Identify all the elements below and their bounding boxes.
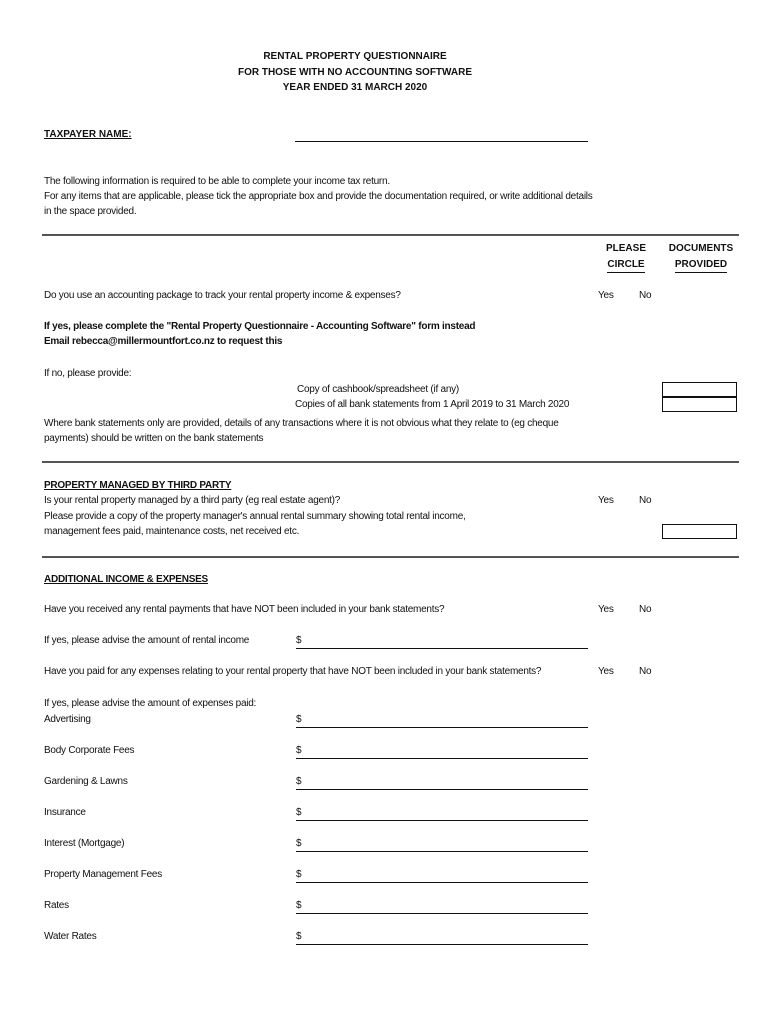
bank-note-line-1: Where bank statements only are provided, details of any transactions where it is not obvious what they relate to (eg cheque	[44, 418, 559, 429]
expense-advertising-field[interactable]	[296, 727, 588, 728]
additional-section-title: ADDITIONAL INCOME & EXPENSES	[44, 574, 208, 585]
form-title: RENTAL PROPERTY QUESTIONNAIRE	[263, 51, 447, 62]
rental-income-amount-field[interactable]	[296, 648, 588, 649]
unbanked-expenses-question: Have you paid for any expenses relating to your rental property that have NOT been included in your bank statements?	[44, 666, 542, 677]
expense-interest-field[interactable]	[296, 851, 588, 852]
intro-line-3: in the space provided.	[44, 206, 137, 217]
currency-symbol: $	[296, 807, 302, 818]
expense-insurance-label: Insurance	[44, 807, 86, 818]
intro-line-1: The following information is required to be able to complete your income tax return.	[44, 176, 390, 187]
if-no-provide-label: If no, please provide:	[44, 368, 132, 379]
currency-symbol: $	[296, 869, 302, 880]
third-party-detail-line-1: Please provide a copy of the property manager's annual rental summary showing total rental income,	[44, 511, 466, 522]
bank-note-line-2: payments) should be written on the bank statements	[44, 433, 264, 444]
currency-symbol: $	[296, 635, 302, 646]
unbanked-expenses-yes[interactable]: Yes	[598, 666, 614, 677]
unbanked-expenses-no[interactable]: No	[639, 666, 652, 677]
accounting-software-note: If yes, please complete the "Rental Property Questionnaire - Accounting Software" form instead	[44, 321, 476, 332]
bank-statements-doc-checkbox[interactable]	[662, 397, 737, 412]
expense-water-rates-field[interactable]	[296, 944, 588, 945]
currency-symbol: $	[296, 714, 302, 725]
expense-interest-label: Interest (Mortgage)	[44, 838, 125, 849]
expenses-amount-label: If yes, please advise the amount of expenses paid:	[44, 698, 257, 709]
email-request-note: Email rebecca@millermountfort.co.nz to request this	[44, 336, 283, 347]
currency-symbol: $	[296, 776, 302, 787]
expense-water-rates-label: Water Rates	[44, 931, 97, 942]
unbanked-income-no[interactable]: No	[639, 604, 652, 615]
accounting-package-question: Do you use an accounting package to track your rental property income & expenses?	[44, 290, 401, 301]
third-party-detail-line-2: management fees paid, maintenance costs, net received etc.	[44, 526, 300, 537]
bank-statements-doc-label: Copies of all bank statements from 1 April 2019 to 31 March 2020	[295, 399, 570, 410]
currency-symbol: $	[296, 838, 302, 849]
third-party-no[interactable]: No	[639, 495, 652, 506]
unbanked-income-question: Have you received any rental payments that have NOT been included in your bank statements?	[44, 604, 445, 615]
third-party-yes[interactable]: Yes	[598, 495, 614, 506]
taxpayer-name-label: TAXPAYER NAME:	[44, 129, 132, 140]
accounting-package-yes[interactable]: Yes	[598, 290, 614, 301]
section-divider	[42, 556, 739, 558]
section-divider	[42, 234, 739, 236]
currency-symbol: $	[296, 900, 302, 911]
expense-insurance-field[interactable]	[296, 820, 588, 821]
third-party-question: Is your rental property managed by a third party (eg real estate agent)?	[44, 495, 341, 506]
currency-symbol: $	[296, 745, 302, 756]
expense-property-management-field[interactable]	[296, 882, 588, 883]
expense-gardening-field[interactable]	[296, 789, 588, 790]
unbanked-income-yes[interactable]: Yes	[598, 604, 614, 615]
rental-income-amount-label: If yes, please advise the amount of rental income	[44, 635, 250, 646]
documents-provided-header-2: PROVIDED	[674, 259, 728, 270]
expense-property-management-label: Property Management Fees	[44, 869, 162, 880]
form-subtitle: FOR THOSE WITH NO ACCOUNTING SOFTWARE	[237, 67, 473, 78]
taxpayer-name-field[interactable]	[295, 141, 588, 142]
please-circle-underline	[607, 272, 645, 273]
currency-symbol: $	[296, 931, 302, 942]
expense-body-corporate-label: Body Corporate Fees	[44, 745, 135, 756]
cashbook-doc-label: Copy of cashbook/spreadsheet (if any)	[297, 384, 459, 395]
cashbook-doc-checkbox[interactable]	[662, 382, 737, 397]
property-manager-summary-checkbox[interactable]	[662, 524, 737, 539]
section-divider	[42, 461, 739, 463]
expense-advertising-label: Advertising	[44, 714, 91, 725]
documents-provided-underline	[675, 272, 727, 273]
expense-body-corporate-field[interactable]	[296, 758, 588, 759]
accounting-package-no[interactable]: No	[639, 290, 652, 301]
intro-line-2: For any items that are applicable, please tick the appropriate box and provide the documentation required, or write additional details	[44, 191, 593, 202]
form-year: YEAR ENDED 31 MARCH 2020	[282, 82, 428, 93]
expense-gardening-label: Gardening & Lawns	[44, 776, 128, 787]
please-circle-header-2: CIRCLE	[607, 259, 645, 270]
expense-rates-label: Rates	[44, 900, 69, 911]
documents-provided-header-1: DOCUMENTS	[668, 243, 734, 254]
please-circle-header-1: PLEASE	[605, 243, 646, 254]
expense-rates-field[interactable]	[296, 913, 588, 914]
third-party-section-title: PROPERTY MANAGED BY THIRD PARTY	[44, 480, 232, 491]
